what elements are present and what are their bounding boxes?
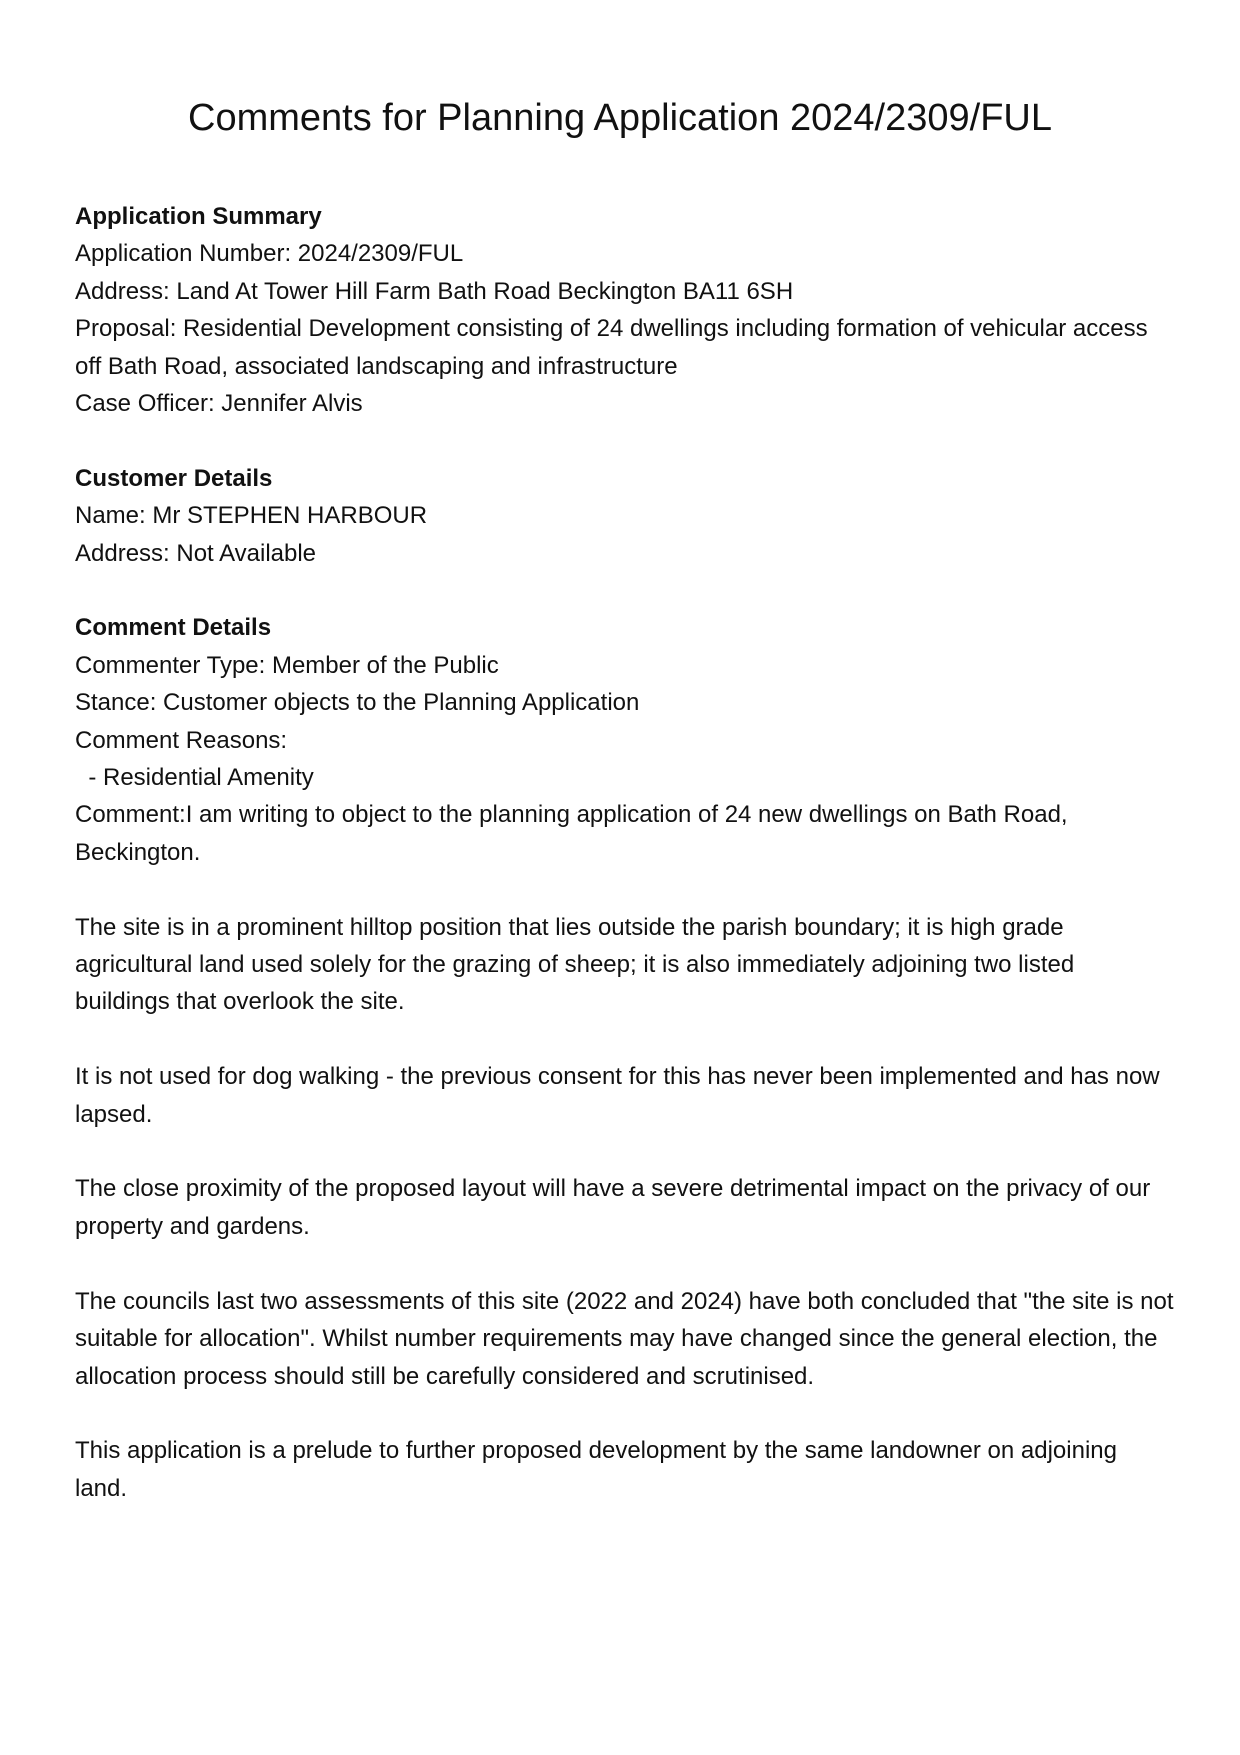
page-title: Comments for Planning Application 2024/2309/FUL	[188, 97, 1052, 139]
paragraph-spacer	[75, 871, 1175, 908]
comment-details-section	[75, 609, 1181, 1507]
section-spacer	[75, 572, 1175, 609]
comment-reason-item: - Residential Amenity	[75, 764, 314, 792]
application-number: Application Number: 2024/2309/FUL	[75, 240, 464, 268]
comment-stance: Stance: Customer objects to the Planning Application	[75, 689, 640, 717]
comment-paragraph: It is not used for dog walking - the previous consent for this has never been implemented and has now lapsed.	[75, 1063, 1167, 1128]
commenter-type: Commenter Type: Member of the Public	[75, 651, 499, 679]
paragraph-spacer	[75, 1133, 1175, 1170]
comment-paragraph: The site is in a prominent hilltop position that lies outside the parish boundary; it is high grade agricultural land used solely for the grazing of sheep; it is also immediately adjoining two listed buildings that overlook the site.	[75, 913, 1081, 1016]
customer-details-section	[75, 460, 1175, 572]
application-address: Address: Land At Tower Hill Farm Bath Road Beckington BA11 6SH	[75, 277, 794, 305]
case-officer: Case Officer: Jennifer Alvis	[75, 390, 363, 418]
paragraph-spacer	[75, 1021, 1175, 1058]
paragraph-spacer	[75, 1395, 1175, 1432]
customer-details-heading: Customer Details	[75, 464, 273, 492]
customer-address: Address: Not Available	[75, 539, 317, 567]
comment-paragraph: The close proximity of the proposed layout will have a severe detrimental impact on the privacy of our property and gardens.	[75, 1175, 1157, 1240]
paragraph-spacer	[75, 1245, 1175, 1282]
application-proposal: Proposal: Residential Development consisting of 24 dwellings including formation of vehicular access off Bath Road, associated landscaping and infrastructure	[75, 315, 1155, 380]
customer-name: Name: Mr STEPHEN HARBOUR	[75, 502, 428, 530]
document-body	[75, 198, 1181, 1507]
comment-intro: Comment:I am writing to object to the planning application of 24 new dwellings on Bath Road, Beckington.	[75, 801, 1075, 866]
application-summary-section	[75, 198, 1175, 422]
section-spacer	[75, 422, 1175, 459]
comment-paragraph: This application is a prelude to further proposed development by the same landowner on adjoining land.	[75, 1437, 1124, 1502]
comment-details-heading: Comment Details	[75, 614, 272, 642]
comment-reasons-label: Comment Reasons:	[75, 726, 288, 754]
comment-paragraph: The councils last two assessments of this site (2022 and 2024) have both concluded that "the site is not suitable for allocation". Whilst number requirements may have changed since the general election, the allocation process should still be carefully considered and scrutinised.	[75, 1287, 1181, 1390]
application-summary-heading: Application Summary	[75, 203, 322, 230]
